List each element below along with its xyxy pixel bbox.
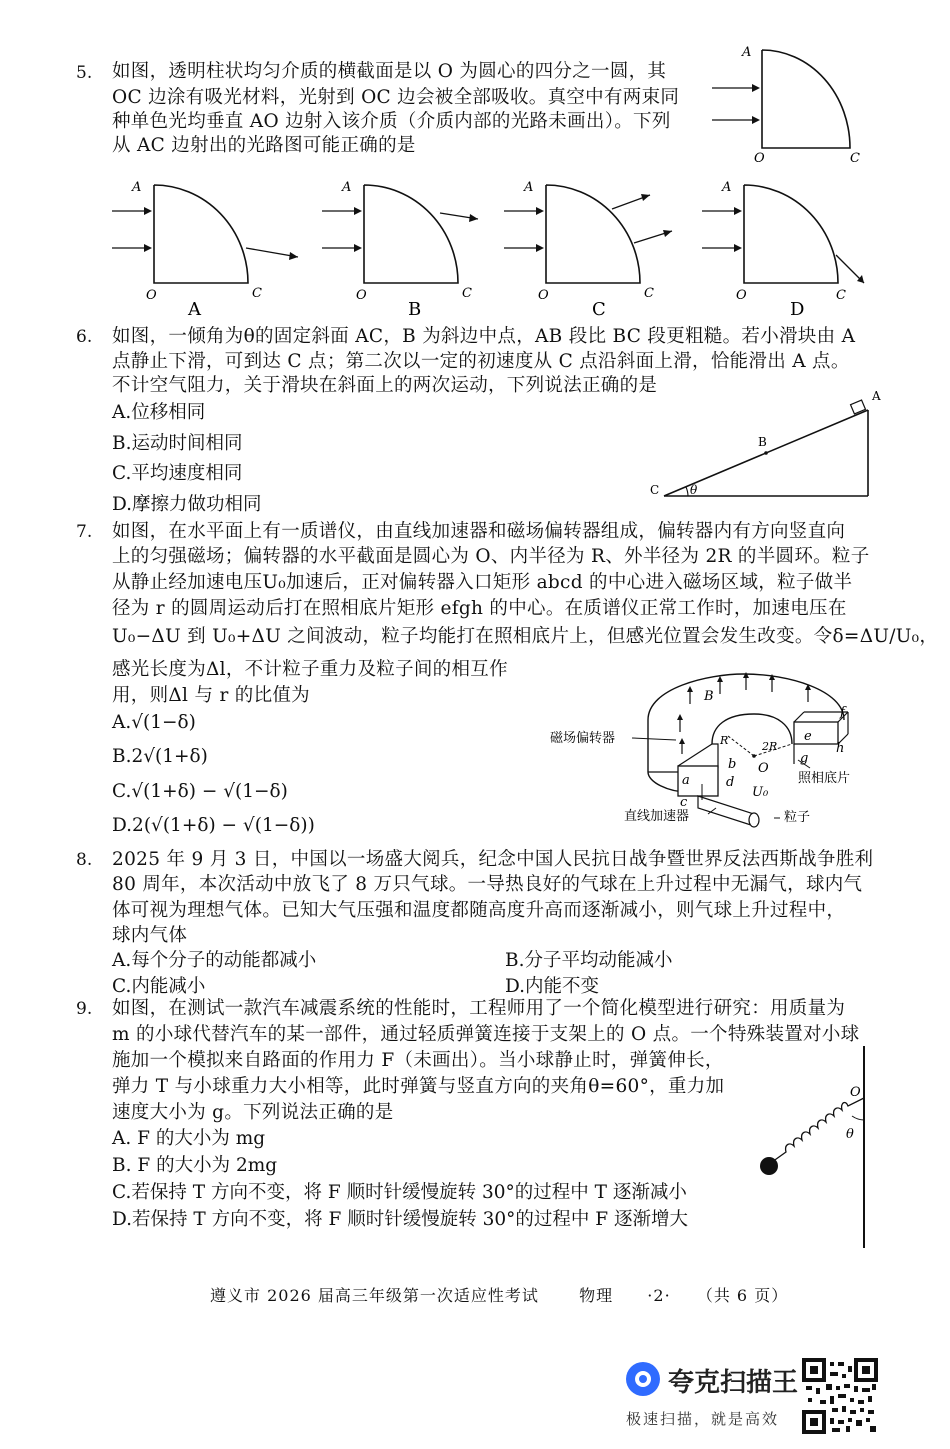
q9-line-5: 速度大小为 g。下列说法正确的是 <box>112 1102 394 1123</box>
svg-text:O: O <box>146 288 157 303</box>
q7-line-2: 上的匀强磁场；偏转器的水平截面是圆心为 O、内半径为 R、外半径为 2R 的半圆环。粒子 <box>112 546 870 567</box>
svg-text:O: O <box>356 288 367 303</box>
q9-option-a: A. F 的大小为 mg <box>112 1128 266 1149</box>
q7-label-g: g <box>800 751 809 766</box>
q7-label-deflector: 磁场偏转器 <box>550 731 616 746</box>
q7-line-7: 用，则Δl 与 r 的比值为 <box>112 685 310 706</box>
q9-option-c: C.若保持 T 方向不变，将 F 顺时针缓慢旋转 30°的过程中 T 逐渐减小 <box>112 1182 687 1203</box>
q8-line-3: 体可视为理想气体。已知大气压强和温度都随高度升高而逐渐减小，则气球上升过程中， <box>112 900 846 921</box>
q7-option-b: B.2√(1+δ) <box>112 746 208 767</box>
quark-logo-icon <box>626 1362 660 1396</box>
q7-label-d: d <box>726 775 735 790</box>
q9-line-2: m 的小球代替汽车的某一部件，通过轻质弹簧连接于支架上的 O 点。一个特殊装置对小球 <box>112 1024 860 1045</box>
svg-text:C: C <box>462 286 472 301</box>
svg-text:A: A <box>722 180 732 195</box>
q5-line-2: OC 边涂有吸光材料，光射到 OC 边会被全部吸收。真空中有两束同 <box>112 87 680 108</box>
q5-line-1: 如图，透明柱状均匀介质的横截面是以 O 为圆心的四分之一圆，其 <box>112 61 667 82</box>
q8-line-2: 80 周年，本次活动中放飞了 8 万只气球。一导热良好的气球在上升过程中无漏气，球内气 <box>112 874 863 895</box>
q7-label-b-field: B <box>704 689 714 704</box>
q5-option-label-b: B <box>408 299 422 320</box>
q7-label-c: c <box>680 795 688 810</box>
svg-text:O: O <box>538 288 549 303</box>
q5-option-label-a: A <box>188 299 201 320</box>
q6-label-b: B <box>758 435 767 449</box>
footer <box>210 1283 788 1306</box>
q6-option-c: C.平均速度相同 <box>112 463 243 484</box>
q8-number: 8. <box>76 850 93 870</box>
svg-text:A: A <box>132 180 142 195</box>
q9-line-3: 施加一个模拟来自路面的作用力 F（未画出）。当小球静止时，弹簧伸长， <box>112 1050 724 1071</box>
q6-option-a: A.位移相同 <box>112 402 206 423</box>
footer-exam: 遵义市 2026 届高三年级第一次适应性考试 <box>210 1286 539 1305</box>
q5-option-figure-d <box>698 175 898 320</box>
q9-number: 9. <box>76 999 93 1019</box>
q7-mass-spectrometer-figure <box>548 668 868 832</box>
svg-text:A: A <box>524 180 534 195</box>
q7-label-b: b <box>728 757 737 772</box>
q9-option-d: D.若保持 T 方向不变，将 F 顺时针缓慢旋转 30°的过程中 F 逐渐增大 <box>112 1209 689 1230</box>
watermark-slogan: 极速扫描，就是高效 <box>626 1410 780 1428</box>
footer-page: ·2· <box>647 1286 671 1305</box>
q5-option-figure-c <box>500 175 700 320</box>
q5-label-c: C <box>850 151 860 166</box>
q7-line-1: 如图，在水平面上有一质谱仪，由直线加速器和磁场偏转器组成，偏转器内有方向竖直向 <box>112 521 846 542</box>
q9-label-theta: θ <box>846 1127 854 1142</box>
q8-option-a: A.每个分子的动能都减小 <box>112 950 317 971</box>
q6-label-c: C <box>650 483 660 497</box>
q6-option-b: B.运动时间相同 <box>112 433 243 454</box>
svg-text:C: C <box>644 286 654 301</box>
q5-main-figure <box>700 40 880 170</box>
watermark-brand: 夸克扫描王 <box>668 1368 799 1398</box>
q6-option-d: D.摩擦力做功相同 <box>112 494 262 515</box>
q7-label-accelerator: 直线加速器 <box>624 809 690 824</box>
q7-label-f: f <box>840 705 845 720</box>
q7-label-plate: 照相底片 <box>798 771 851 786</box>
q7-line-4: 径为 r 的圆周运动后打在照相底片矩形 efgh 的中心。在质谱仪正常工作时，加速电压在 <box>112 598 847 619</box>
q5-label-o: O <box>754 151 765 166</box>
q9-line-1: 如图，在测试一款汽车减震系统的性能时，工程师用了一个简化模型进行研究：用质量为 <box>112 998 846 1019</box>
q7-label-a: a <box>682 773 690 788</box>
q6-label-theta: θ <box>690 483 698 497</box>
q7-line-6: 感光长度为Δl，不计粒子重力及粒子间的相互作 <box>112 659 508 680</box>
footer-subject: 物理 <box>579 1286 614 1305</box>
q7-label-particle: 粒子 <box>784 810 811 825</box>
qr-code-icon <box>802 1358 878 1434</box>
q5-line-3: 种单色光均垂直 AO 边射入该介质（介质内部的光路未画出）。下列 <box>112 111 671 132</box>
q7-label-e: e <box>804 729 812 744</box>
svg-text:O: O <box>736 288 747 303</box>
q7-option-d: D.2(√(1+δ) − √(1−δ)) <box>112 815 315 836</box>
q7-line-3: 从静止经加速电压U₀加速后，正对偏转器入口矩形 abcd 的中心进入磁场区域，粒子做半 <box>112 572 853 593</box>
q9-option-b: B. F 的大小为 2mg <box>112 1155 278 1176</box>
q7-option-a: A.√(1−δ) <box>112 712 196 733</box>
q8-line-1: 2025 年 9 月 3 日，中国以一场盛大阅兵，纪念中国人民抗日战争暨世界反法西斯战争胜利 <box>112 849 874 870</box>
q5-number: 5. <box>76 63 93 83</box>
q5-option-label-c: C <box>592 299 606 320</box>
q5-option-label-d: D <box>790 299 805 320</box>
q6-line-3: 不计空气阻力，关于滑块在斜面上的两次运动，下列说法正确的是 <box>112 375 658 396</box>
q8-option-c: C.内能减小 <box>112 976 206 997</box>
q7-label-u0: U₀ <box>752 785 769 800</box>
q5-line-4: 从 AC 边射出的光路图可能正确的是 <box>112 135 416 156</box>
q7-line-5: U₀−ΔU 到 U₀+ΔU 之间波动，粒子均能打在照相底片上，但感光位置会发生改变。令δ=ΔU/U₀， <box>112 626 939 647</box>
q7-label-o: O <box>758 761 769 776</box>
svg-text:C: C <box>836 288 846 303</box>
q9-label-o: O <box>850 1085 861 1100</box>
q6-number: 6. <box>76 327 93 347</box>
q7-option-c: C.√(1+δ) − √(1−δ) <box>112 781 288 802</box>
q5-option-figure-a <box>108 175 308 320</box>
svg-text:A: A <box>342 180 352 195</box>
q6-line-1: 如图，一倾角为θ的固定斜面 AC，B 为斜边中点，AB 段比 BC 段更粗糙。若小滑块由 A <box>112 326 856 347</box>
footer-total: （共 6 页） <box>696 1286 789 1305</box>
q6-incline-figure <box>646 386 886 502</box>
svg-text:C: C <box>252 286 262 301</box>
q8-option-d: D.内能不变 <box>505 976 600 997</box>
q8-line-4: 球内气体 <box>112 925 188 946</box>
q9-spring-figure <box>748 1044 878 1250</box>
q5-option-figure-b <box>318 175 518 320</box>
q6-label-a: A <box>872 389 881 403</box>
q7-label-h: h <box>836 741 845 756</box>
q7-label-r: R <box>720 734 729 747</box>
q9-line-4: 弹力 T 与小球重力大小相等，此时弹簧与竖直方向的夹角θ=60°，重力加 <box>112 1076 725 1097</box>
q8-option-b: B.分子平均动能减小 <box>505 950 673 971</box>
q6-line-2: 点静止下滑，可到达 C 点；第二次以一定的初速度从 C 点沿斜面上滑，恰能滑出 A 点。 <box>112 351 850 372</box>
q5-label-a: A <box>742 45 752 60</box>
q7-label-2r: 2R <box>762 740 778 753</box>
q7-number: 7. <box>76 522 93 542</box>
